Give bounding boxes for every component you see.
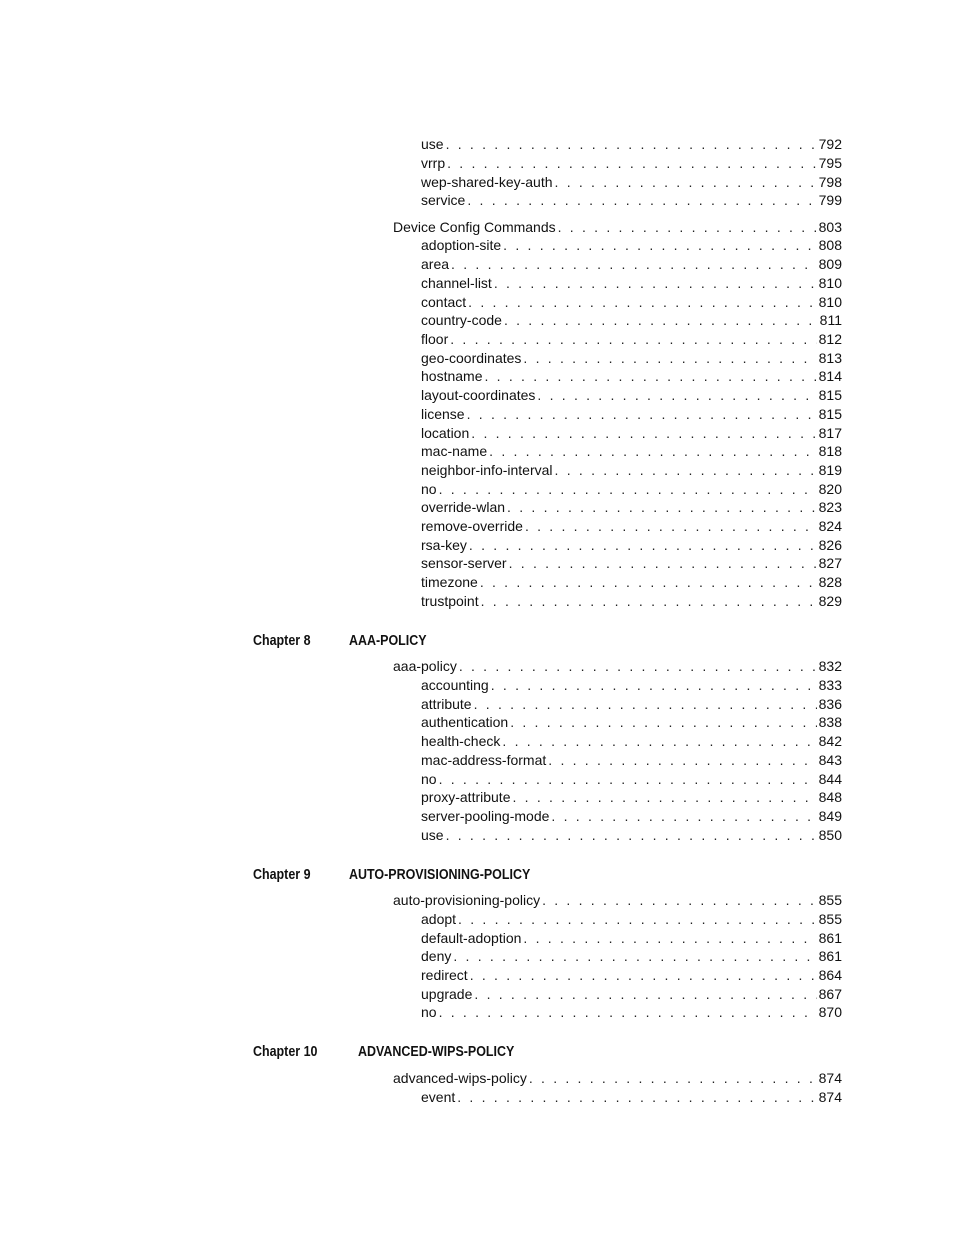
toc-entry[interactable]: channel-list . . . 810 (421, 274, 842, 292)
chapter-title[interactable]: AUTO-PROVISIONING-POLICY (349, 867, 531, 883)
chapter-title[interactable]: ADVANCED-WIPS-POLICY (358, 1044, 515, 1060)
toc-entry[interactable]: override-wlan . . . 823 (421, 498, 842, 516)
toc-entry[interactable]: service . . . 799 (421, 191, 842, 209)
toc-entry[interactable]: remove-override . . . 824 (421, 517, 842, 535)
chapter-label: Chapter 9 (253, 867, 311, 883)
toc-entry[interactable]: use . . . 850 (421, 826, 842, 844)
toc-entry[interactable]: no . . . 870 (421, 1003, 842, 1021)
chapter-label: Chapter 8 (253, 633, 311, 649)
toc-entry[interactable]: rsa-key . . . 826 (421, 536, 842, 554)
toc-entry[interactable]: layout-coordinates . . . 815 (421, 386, 842, 404)
toc-entry[interactable]: default-adoption . . . 861 (421, 929, 842, 947)
toc-entry[interactable]: use . . . 792 (421, 135, 842, 153)
toc-section[interactable]: advanced-wips-policy . . . 874 (393, 1069, 842, 1087)
toc-entry[interactable]: vrrp . . . 795 (421, 154, 842, 172)
toc-entry[interactable]: timezone . . . 828 (421, 573, 842, 591)
toc-entry[interactable]: floor . . . 812 (421, 330, 842, 348)
toc-entry[interactable]: area . . . 809 (421, 255, 842, 273)
toc-entry[interactable]: accounting . . . 833 (421, 676, 842, 694)
toc-section[interactable]: aaa-policy . . . 832 (393, 657, 842, 675)
toc-section[interactable]: auto-provisioning-policy . . . 855 (393, 891, 842, 909)
chapter-label: Chapter 10 (253, 1044, 318, 1060)
toc-entry[interactable]: attribute . . . 836 (421, 695, 842, 713)
toc-entry[interactable]: wep-shared-key-auth . . . 798 (421, 173, 842, 191)
toc-entry[interactable]: no . . . 820 (421, 480, 842, 498)
toc-entry[interactable]: trustpoint . . . 829 (421, 592, 842, 610)
toc-entry[interactable]: location . . . 817 (421, 424, 842, 442)
toc-entry[interactable]: geo-coordinates . . . 813 (421, 349, 842, 367)
toc-entry[interactable]: license . . . 815 (421, 405, 842, 423)
toc-entry[interactable]: neighbor-info-interval . . . 819 (421, 461, 842, 479)
toc-entry[interactable]: upgrade . . . 867 (421, 985, 842, 1003)
toc-entry[interactable]: adoption-site . . . 808 (421, 236, 842, 254)
toc-entry[interactable]: event . . . 874 (421, 1088, 842, 1106)
toc-entry[interactable]: no . . . 844 (421, 770, 842, 788)
chapter-title[interactable]: AAA-POLICY (349, 633, 427, 649)
toc-entry[interactable]: deny . . . 861 (421, 947, 842, 965)
toc-entry[interactable]: country-code . . . 811 (421, 311, 842, 329)
toc-entry[interactable]: adopt . . . 855 (421, 910, 842, 928)
toc-entry[interactable]: contact . . . 810 (421, 293, 842, 311)
toc-entry[interactable]: health-check . . . 842 (421, 732, 842, 750)
toc-entry[interactable]: hostname . . . 814 (421, 367, 842, 385)
toc-entry[interactable]: redirect . . . 864 (421, 966, 842, 984)
toc-entry[interactable]: proxy-attribute . . . 848 (421, 788, 842, 806)
toc-entry[interactable]: sensor-server . . . 827 (421, 554, 842, 572)
toc-section-device-config[interactable]: Device Config Commands . . . 803 (393, 218, 842, 236)
toc-entry[interactable]: server-pooling-mode . . . 849 (421, 807, 842, 825)
toc-entry[interactable]: mac-address-format . . . 843 (421, 751, 842, 769)
toc-entry[interactable]: mac-name . . . 818 (421, 442, 842, 460)
toc-entry[interactable]: authentication . . . 838 (421, 713, 842, 731)
